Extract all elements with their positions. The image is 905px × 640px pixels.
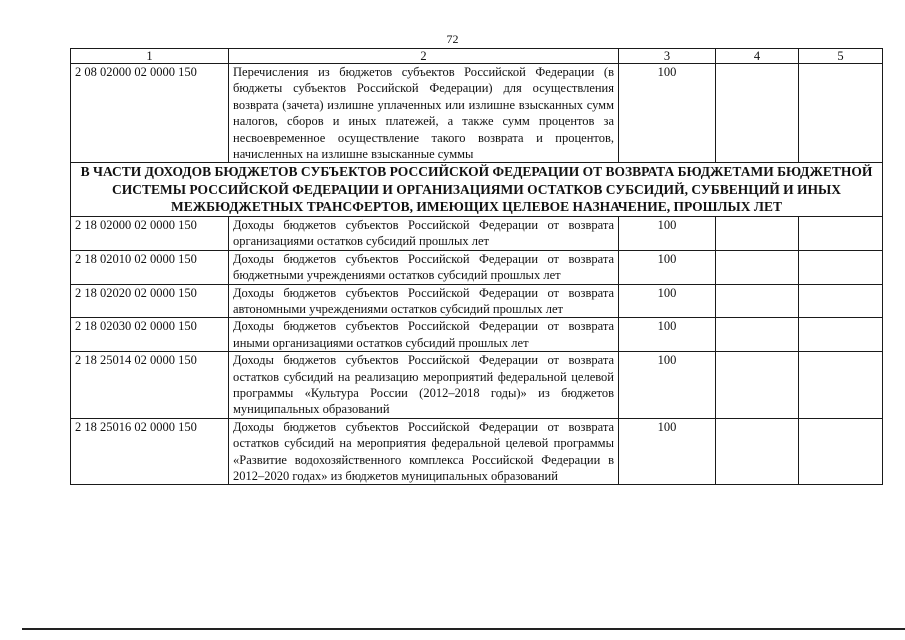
section-heading: В ЧАСТИ ДОХОДОВ БЮДЖЕТОВ СУБЪЕКТОВ РОССИЙСКОЙ ФЕДЕРАЦИИ ОТ ВОЗВРАТА БЮДЖЕТАМИ БЮДЖЕТНОЙ СИСТЕМЫ РОССИЙСКОЙ ФЕДЕРАЦИИ И ОРГАНИЗАЦИЯМИ ОСТАТКОВ СУБСИДИЙ, СУБВЕНЦИЙ И ИНЫХ МЕЖБЮДЖЕТНЫХ ТРАНСФЕРТОВ, ИМЕЮЩИХ ЦЕЛЕВОЕ НАЗНАЧЕНИЕ, ПРОШЛЫХ ЛЕТ: [71, 163, 883, 217]
budget-classification-table: [70, 48, 883, 485]
row-value: 100: [619, 216, 716, 250]
table-row: [71, 64, 883, 163]
budget-code: 2 18 25016 02 0000 150: [71, 418, 229, 485]
empty-cell: [799, 250, 883, 284]
row-value: 100: [619, 250, 716, 284]
row-description: Доходы бюджетов субъектов Российской Федерации от возврата остатков субсидий на реализацию мероприятий федеральной целевой программы «Культура России (2012–2018 годы)» из бюджетов муниципальных образований: [229, 352, 619, 419]
empty-cell: [799, 318, 883, 352]
header-row: [71, 49, 883, 64]
row-value: 100: [619, 418, 716, 485]
empty-cell: [799, 284, 883, 318]
table-row: [71, 284, 883, 318]
empty-cell: [716, 250, 799, 284]
table-row: [71, 216, 883, 250]
budget-code: 2 18 02020 02 0000 150: [71, 284, 229, 318]
row-description: Доходы бюджетов субъектов Российской Федерации от возврата автономными учреждениями остатков субсидий прошлых лет: [229, 284, 619, 318]
budget-code: 2 18 02030 02 0000 150: [71, 318, 229, 352]
row-description: Доходы бюджетов субъектов Российской Федерации от возврата организациями остатков субсидий прошлых лет: [229, 216, 619, 250]
row-description: Доходы бюджетов субъектов Российской Федерации от возврата бюджетными учреждениями остатков субсидий прошлых лет: [229, 250, 619, 284]
row-description: Перечисления из бюджетов субъектов Российской Федерации (в бюджеты субъектов Российской Федерации) для осуществления возврата (зачета) излишне уплаченных или излишне взысканных сумм налогов, сборов и иных платежей, а также сумм процентов за несвоевременное осуществление такого возврата и процентов, начисленных на излишне взысканные суммы: [229, 64, 619, 163]
table-row: [71, 418, 883, 485]
header-col-5: 5: [799, 49, 883, 64]
empty-cell: [716, 318, 799, 352]
header-col-4: 4: [716, 49, 799, 64]
empty-cell: [716, 216, 799, 250]
empty-cell: [716, 64, 799, 163]
row-value: 100: [619, 284, 716, 318]
table-row: [71, 318, 883, 352]
row-description: Доходы бюджетов субъектов Российской Федерации от возврата остатков субсидий на мероприятия федеральной целевой программы «Развитие водохозяйственного комплекса Российской Федерации в 2012–2020 годах» из бюджетов муниципальных образований: [229, 418, 619, 485]
page-number: 72: [446, 32, 459, 46]
empty-cell: [716, 352, 799, 419]
header-col-2: 2: [229, 49, 619, 64]
row-description: Доходы бюджетов субъектов Российской Федерации от возврата иными организациями остатков субсидий прошлых лет: [229, 318, 619, 352]
empty-cell: [716, 284, 799, 318]
empty-cell: [716, 418, 799, 485]
row-value: 100: [619, 318, 716, 352]
empty-cell: [799, 352, 883, 419]
page-bottom-rule: [22, 628, 905, 630]
budget-code: 2 18 02000 02 0000 150: [71, 216, 229, 250]
empty-cell: [799, 216, 883, 250]
empty-cell: [799, 64, 883, 163]
table-row: [71, 250, 883, 284]
budget-code: 2 08 02000 02 0000 150: [71, 64, 229, 163]
header-col-3: 3: [619, 49, 716, 64]
budget-code: 2 18 02010 02 0000 150: [71, 250, 229, 284]
header-col-1: 1: [71, 49, 229, 64]
row-value: 100: [619, 64, 716, 163]
section-heading-row: [71, 163, 883, 217]
empty-cell: [799, 418, 883, 485]
row-value: 100: [619, 352, 716, 419]
table-row: [71, 352, 883, 419]
budget-code: 2 18 25014 02 0000 150: [71, 352, 229, 419]
